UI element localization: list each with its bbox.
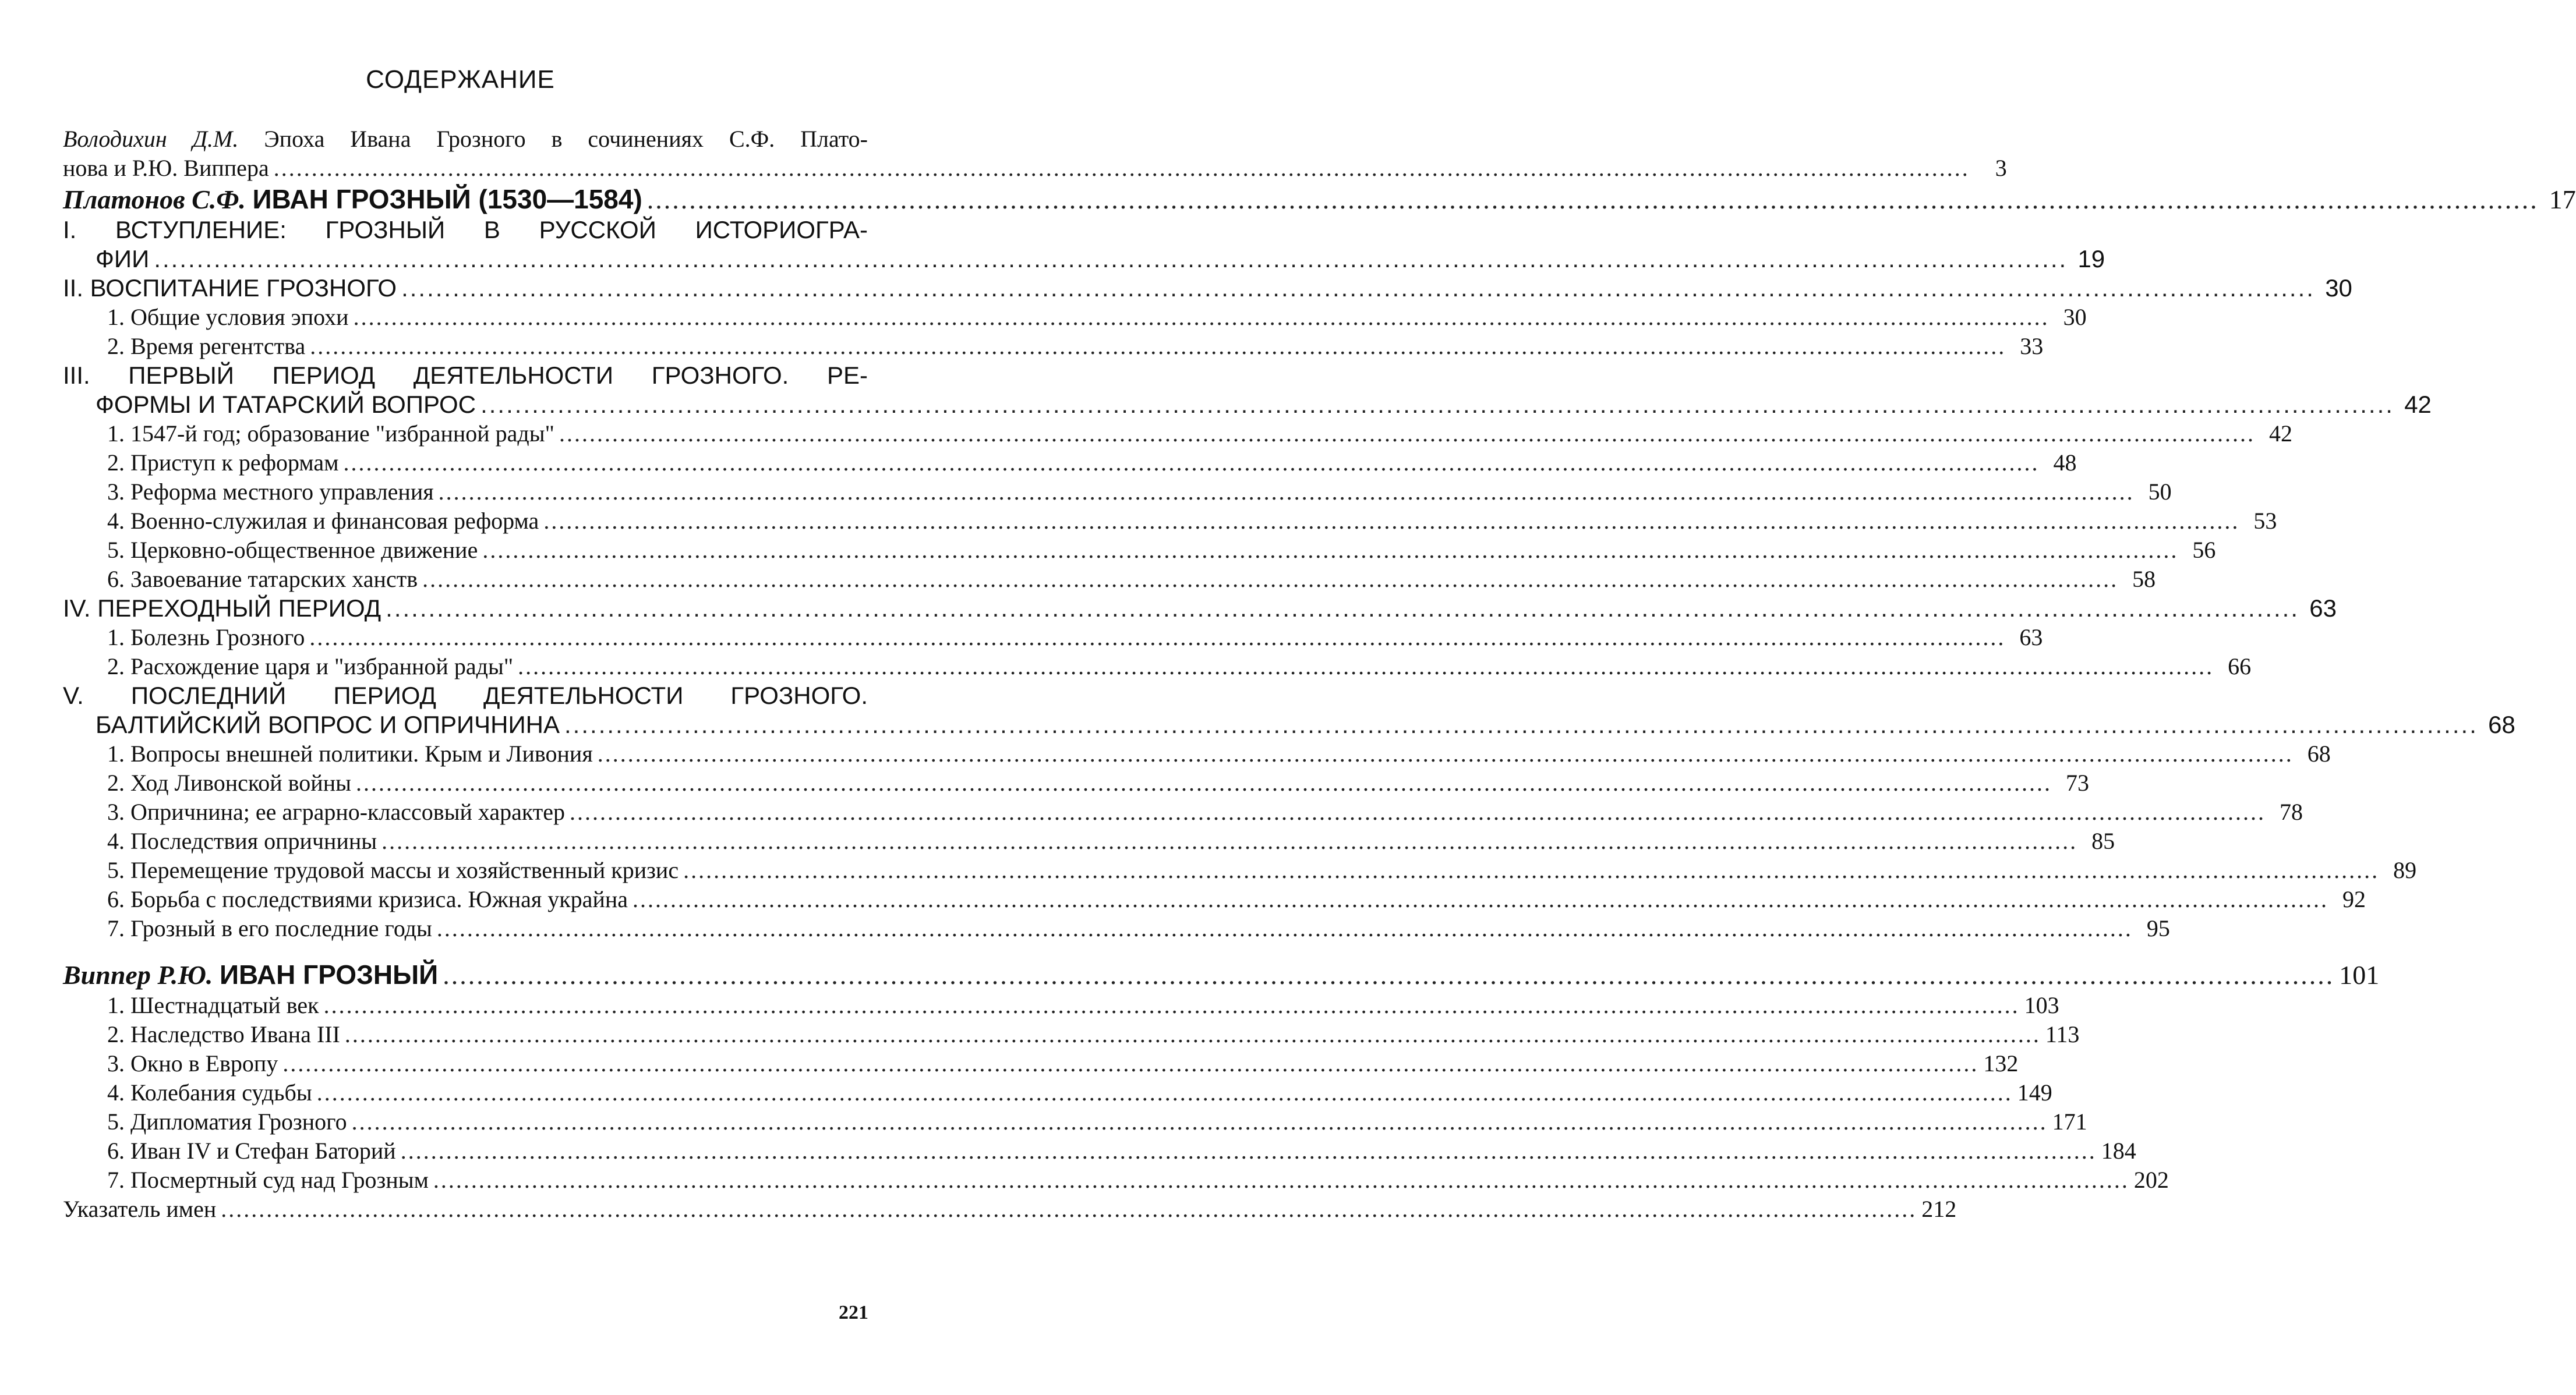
section-page: 48	[2053, 449, 2077, 476]
dot-leader	[518, 652, 2214, 681]
section-page: 56	[2192, 537, 2216, 563]
platonov-page: 17	[2549, 185, 2576, 214]
chapter-5-section-4	[63, 827, 2115, 856]
chapter-4	[63, 594, 2337, 623]
section-page: 85	[2091, 828, 2115, 854]
chapter-3-line1: III. ПЕРВЫЙ ПЕРИОД ДЕЯТЕЛЬНОСТИ ГРОЗНОГО. РЕ-	[63, 362, 868, 389]
chapter-3-section-6	[63, 565, 2156, 594]
section-label: 6. Иван IV и Стефан Баторий	[107, 1138, 396, 1164]
toc-entry-intro-line2	[63, 154, 2007, 183]
chapter-3-line2	[63, 390, 2432, 419]
chapter-5-line1: V. ПОСЛЕДНИЙ ПЕРИОД ДЕЯТЕЛЬНОСТИ ГРОЗНОГО.	[63, 682, 868, 709]
section-page: 113	[2045, 1021, 2080, 1047]
chapter-5-section-6	[63, 885, 2366, 914]
chapter-3-section-2	[63, 448, 2077, 477]
section-label: 5. Перемещение трудовой массы и хозяйственный кризис	[107, 857, 679, 883]
chapter-2-section-1	[63, 303, 2087, 332]
dot-leader	[154, 245, 2068, 274]
intro-page: 3	[1995, 155, 2007, 181]
toc-entry-index	[63, 1195, 1957, 1224]
dot-leader	[354, 303, 2050, 332]
dot-leader	[221, 1195, 1917, 1224]
chapter-5-line2	[63, 710, 2515, 739]
section-label: 1. 1547-й год; образование "избранной рады"	[107, 420, 554, 447]
section-label: 2. Наследство Ивана III	[107, 1021, 340, 1047]
section-label: 6. Завоевание татарских ханств	[107, 566, 418, 592]
dot-leader	[564, 710, 2478, 739]
chapter-4-section-1	[63, 623, 2043, 652]
vipper-section-6	[63, 1136, 2136, 1166]
vipper-section-3	[63, 1049, 2019, 1078]
section-page: 171	[2052, 1109, 2087, 1135]
chapter-5-section-2	[63, 769, 2089, 798]
vipper-section-1	[63, 991, 2059, 1020]
dot-leader	[356, 769, 2052, 798]
section-page: 73	[2065, 770, 2089, 796]
section-label: 7. Посмертный суд над Грозным	[107, 1167, 429, 1193]
section-page: 30	[2063, 304, 2087, 330]
chapter-5-page: 68	[2488, 711, 2515, 738]
section-page: 103	[2024, 992, 2059, 1018]
section-label: 1. Болезнь Грозного	[107, 624, 305, 650]
chapter-2-page: 30	[2325, 274, 2352, 302]
vipper-page: 101	[2339, 960, 2380, 990]
vipper-section-2	[63, 1020, 2080, 1049]
section-page: 66	[2228, 653, 2252, 679]
section-label: 2. Расхождение царя и "избранной рады"	[107, 653, 514, 679]
dot-leader	[381, 827, 2077, 856]
section-label: 2. Приступ к реформам	[107, 449, 339, 476]
dot-leader	[422, 565, 2118, 594]
page-title: СОДЕРЖАНИЕ	[366, 65, 555, 94]
dot-leader	[683, 856, 2379, 885]
chapter-2-title: II. ВОСПИТАНИЕ ГРОЗНОГО	[63, 274, 397, 302]
section-page: 89	[2393, 857, 2417, 883]
dot-leader	[480, 390, 2394, 419]
chapter-1-page: 19	[2077, 245, 2105, 272]
chapter-1-line1: I. ВСТУПЛЕНИЕ: ГРОЗНЫЙ В РУССКОЙ ИСТОРИОГРА-	[63, 216, 868, 243]
section-label: 4. Военно-служилая и финансовая реформа	[107, 508, 539, 534]
chapter-4-page: 63	[2309, 594, 2337, 622]
chapter-1-line2	[63, 245, 2105, 274]
chapter-2-section-2	[63, 332, 2044, 361]
section-page: 132	[1983, 1050, 2019, 1077]
dot-leader	[345, 1020, 2041, 1049]
dot-leader	[386, 594, 2299, 623]
dot-leader	[401, 1136, 2097, 1166]
chapter-1-title-cont: ФИИ	[96, 245, 150, 272]
dot-leader	[310, 332, 2006, 361]
dot-leader	[632, 885, 2328, 914]
dot-leader	[274, 154, 1970, 183]
dot-leader	[559, 419, 2255, 448]
dot-leader	[352, 1107, 2048, 1136]
section-page: 50	[2148, 479, 2172, 505]
section-page: 68	[2307, 741, 2331, 767]
section-label: 7. Грозный в его последние годы	[107, 915, 432, 941]
toc-entry-vipper	[63, 958, 2380, 991]
section-label: 1. Общие условия эпохи	[107, 304, 349, 330]
chapter-3-title-cont: ФОРМЫ И ТАТАРСКИЙ ВОПРОС	[96, 391, 476, 418]
page-number: 221	[839, 1302, 868, 1323]
intro-title-line1: Эпоха Ивана Грозного в сочинениях С.Ф. Плато-	[264, 126, 868, 152]
spacer	[63, 943, 868, 958]
toc-entry-intro-line1	[63, 125, 868, 154]
platonov-author: Платонов С.Ф.	[63, 185, 246, 214]
section-label: 4. Последствия опричнины	[107, 828, 377, 854]
chapter-5-title-cont: БАЛТИЙСКИЙ ВОПРОС И ОПРИЧНИНА	[96, 711, 560, 738]
dot-leader	[433, 1166, 2129, 1195]
dot-leader	[482, 536, 2178, 565]
dot-leader	[344, 448, 2040, 477]
vipper-title: ИВАН ГРОЗНЫЙ	[219, 959, 439, 990]
section-page: 92	[2342, 886, 2366, 912]
section-label: 3. Опричнина; ее аграрно-классовый характер	[107, 799, 565, 825]
chapter-3-section-1	[63, 419, 2292, 448]
vipper-section-5	[63, 1107, 2087, 1136]
section-page: 78	[2280, 799, 2303, 825]
dot-leader	[439, 477, 2135, 507]
section-label: 2. Время регентства	[107, 333, 306, 359]
section-label: 4. Колебания судьбы	[107, 1079, 312, 1106]
table-of-contents	[63, 125, 2576, 1224]
chapter-4-title: IV. ПЕРЕХОДНЫЙ ПЕРИОД	[63, 594, 381, 622]
section-label: 5. Дипломатия Грозного	[107, 1109, 347, 1135]
section-label: 3. Реформа местного управления	[107, 479, 434, 505]
intro-author: Володихин Д.М.	[63, 126, 239, 152]
chapter-5-section-5	[63, 856, 2417, 885]
section-page: 33	[2020, 333, 2044, 359]
section-label: 3. Окно в Европу	[107, 1050, 278, 1077]
chapter-5-section-3	[63, 798, 2303, 827]
section-page: 53	[2253, 508, 2277, 534]
dot-leader	[570, 798, 2266, 827]
dot-leader	[437, 914, 2133, 943]
chapter-3-section-5	[63, 536, 2216, 565]
section-page: 58	[2132, 566, 2156, 592]
section-label: 6. Борьба с последствиями кризиса. Южная украйна	[107, 886, 628, 912]
dot-leader	[282, 1049, 1978, 1078]
chapter-3-page: 42	[2404, 391, 2432, 418]
section-page: 184	[2101, 1138, 2136, 1164]
dot-leader	[647, 183, 2539, 216]
dot-leader	[598, 739, 2294, 769]
dot-leader	[309, 623, 2005, 652]
index-label: Указатель имен	[63, 1196, 217, 1222]
section-page: 202	[2133, 1167, 2169, 1193]
section-page: 149	[2017, 1079, 2052, 1106]
chapter-5-section-7	[63, 914, 2170, 943]
dot-leader	[543, 507, 2239, 536]
chapter-5-section-1	[63, 739, 2331, 769]
index-page: 212	[1921, 1196, 1957, 1222]
section-label: 1. Шестнадцатый век	[107, 992, 319, 1018]
toc-entry-platonov	[63, 183, 2576, 215]
dot-leader	[401, 274, 2315, 303]
chapter-2	[63, 274, 2352, 303]
section-page: 63	[2019, 624, 2043, 650]
section-label: 5. Церковно-общественное движение	[107, 537, 478, 563]
section-label: 1. Вопросы внешней политики. Крым и Ливония	[107, 741, 593, 767]
chapter-3-section-3	[63, 477, 2172, 507]
dot-leader	[443, 959, 2334, 992]
platonov-title: ИВАН ГРОЗНЫЙ (1530—1584)	[252, 184, 642, 214]
vipper-author: Виппер Р.Ю.	[63, 960, 213, 990]
section-label: 2. Ход Ливонской войны	[107, 770, 351, 796]
dot-leader	[324, 991, 2020, 1020]
vipper-section-7	[63, 1166, 2169, 1195]
intro-title-line2: нова и Р.Ю. Виппера	[63, 155, 269, 181]
dot-leader	[317, 1078, 2013, 1107]
chapter-3-section-4	[63, 507, 2277, 536]
section-page: 95	[2146, 915, 2170, 941]
chapter-4-section-2	[63, 652, 2252, 681]
vipper-section-4	[63, 1078, 2052, 1107]
section-page: 42	[2268, 420, 2292, 447]
